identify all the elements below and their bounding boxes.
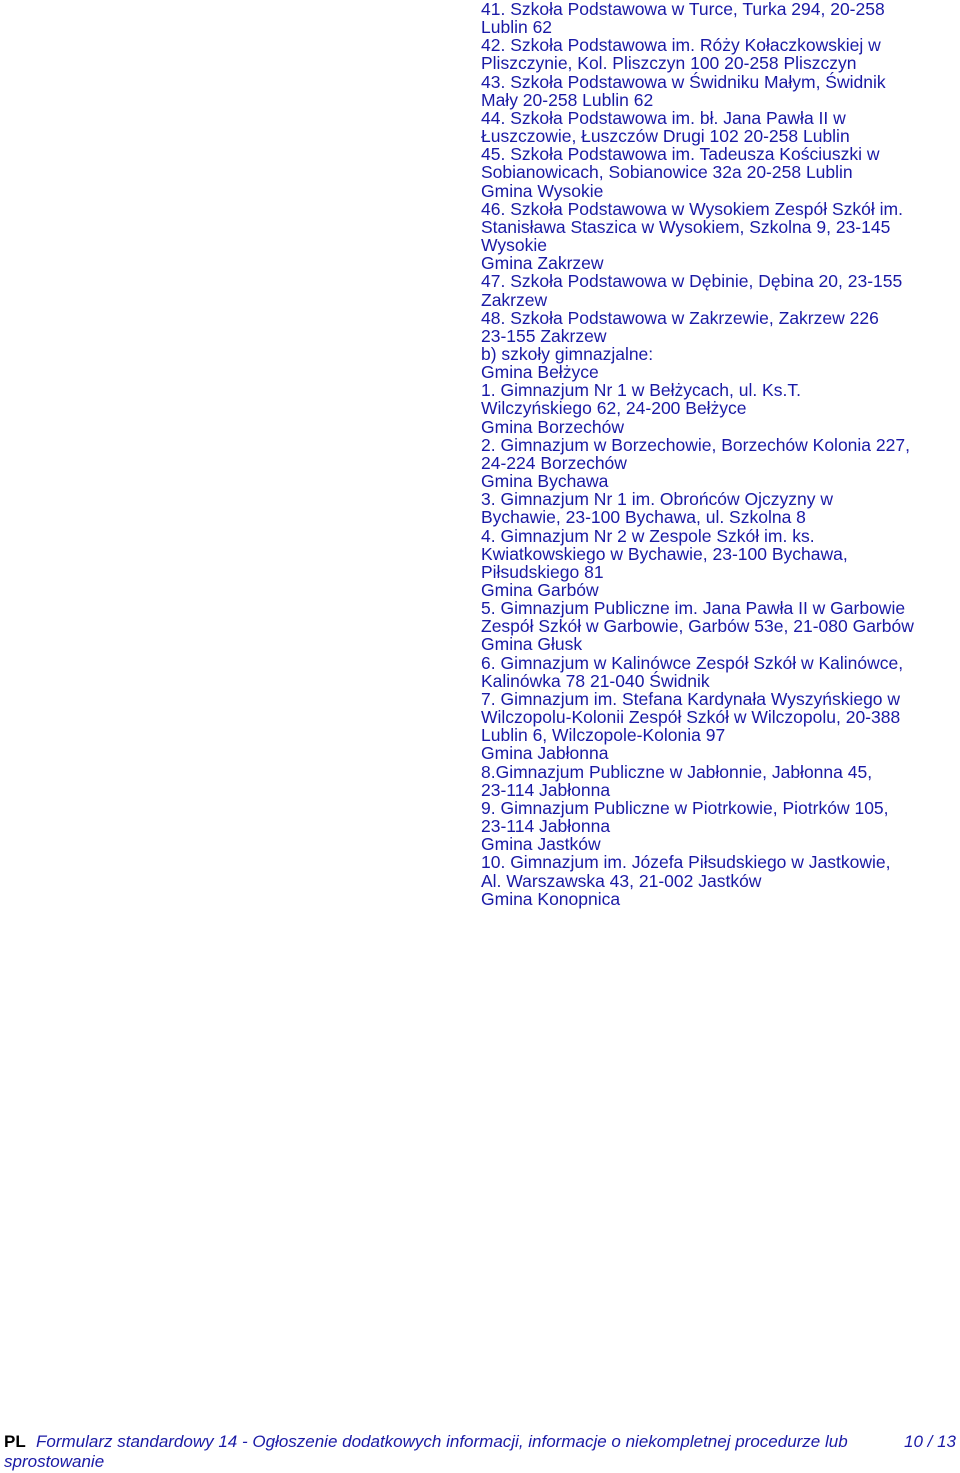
text-line: Gmina Bełżyce [481, 362, 599, 383]
form-title: Formularz standardowy 14 - Ogłoszenie dodatkowych informacji, informacje o niekompletnej procedurze lub [36, 1432, 848, 1451]
text-line: Gmina Zakrzew [481, 253, 604, 274]
text-line: Wilczyńskiego 62, 24-200 Bełżyce [481, 398, 747, 419]
text-line: 1. Gimnazjum Nr 1 w Bełżycach, ul. Ks.T. [481, 380, 801, 401]
text-line: Wilczopolu-Kolonii Zespół Szkół w Wilczopolu, 20-388 [481, 707, 901, 728]
text-line: Lublin 62 [481, 17, 553, 38]
text-line: Gmina Jabłonna [481, 743, 609, 764]
text-line: b) szkoły gimnazjalne: [481, 343, 654, 364]
text-line: 2. Gimnazjum w Borzechowie, Borzechów Kolonia 227, [481, 434, 910, 455]
text-line: Gmina Jastków [481, 834, 601, 855]
text-line: Gmina Konopnica [481, 888, 621, 909]
text-line: 44. Szkoła Podstawowa im. bł. Jana Pawła II w [481, 107, 846, 128]
text-line: Kwiatkowskiego w Bychawie, 23-100 Bychawa, [481, 543, 848, 564]
document-body [481, 0, 957, 908]
page-number: 10 / 13 [904, 1432, 956, 1451]
text-line: 41. Szkoła Podstawowa w Turce, Turka 294, 20-258 [481, 0, 885, 19]
text-line: 9. Gimnazjum Publiczne w Piotrkowie, Piotrków 105, [481, 797, 889, 818]
text-line: 45. Szkoła Podstawowa im. Tadeusza Kościuszki w [481, 144, 880, 165]
text-line: Bychawie, 23-100 Bychawa, ul. Szkolna 8 [481, 507, 806, 528]
text-line: 5. Gimnazjum Publiczne im. Jana Pawła II w Garbowie [481, 598, 906, 619]
text-line: 6. Gimnazjum w Kalinówce Zespół Szkół w Kalinówce, [481, 652, 904, 673]
text-line: Pliszczynie, Kol. Pliszczyn 100 20-258 Pliszczyn [481, 53, 857, 74]
text-line: 42. Szkoła Podstawowa im. Róży Kołaczkowskiej w [481, 35, 881, 56]
text-line: Kalinówka 78 21-040 Świdnik [481, 670, 710, 691]
text-line: Stanisława Staszica w Wysokiem, Szkolna 9, 23-145 [481, 216, 891, 237]
text-line: 23-114 Jabłonna [481, 779, 611, 800]
form-title-continued: sprostowanie [4, 1452, 105, 1471]
text-line: 8.Gimnazjum Publiczne w Jabłonnie, Jabłonna 45, [481, 761, 873, 782]
text-line: 43. Szkoła Podstawowa w Świdniku Małym, Świdnik [481, 71, 886, 92]
text-line: 3. Gimnazjum Nr 1 im. Obrońców Ojczyzny w [481, 489, 834, 510]
text-line: Gmina Wysokie [481, 180, 604, 201]
text-line: 4. Gimnazjum Nr 2 w Zespole Szkół im. ks. [481, 525, 815, 546]
text-line: Gmina Głusk [481, 634, 583, 655]
text-line: 48. Szkoła Podstawowa w Zakrzewie, Zakrzew 226 [481, 307, 879, 328]
text-line: 23-114 Jabłonna [481, 816, 611, 837]
text-line: Gmina Bychawa [481, 471, 609, 492]
text-line: 47. Szkoła Podstawowa w Dębinie, Dębina 20, 23-155 [481, 271, 903, 292]
language-code: PL [4, 1432, 26, 1451]
text-line: Gmina Borzechów [481, 416, 624, 437]
text-line: 46. Szkoła Podstawowa w Wysokiem Zespół Szkół im. [481, 198, 903, 219]
text-line: Mały 20-258 Lublin 62 [481, 89, 654, 110]
text-line: 23-155 Zakrzew [481, 325, 607, 346]
page-footer [4, 1432, 956, 1472]
text-line: Łuszczowie, Łuszczów Drugi 102 20-258 Lublin [481, 126, 850, 147]
text-line: 7. Gimnazjum im. Stefana Kardynała Wyszyńskiego w [481, 688, 901, 709]
text-line: Zakrzew [481, 289, 548, 310]
text-line: Piłsudskiego 81 [481, 561, 604, 582]
text-line: 24-224 Borzechów [481, 452, 627, 473]
text-line: Al. Warszawska 43, 21-002 Jastków [481, 870, 762, 891]
text-line: Gmina Garbów [481, 580, 599, 600]
text-line: Lublin 6, Wilczopole-Kolonia 97 [481, 725, 726, 746]
text-line: Wysokie [481, 235, 547, 256]
text-line: 10. Gimnazjum im. Józefa Piłsudskiego w Jastkowie, [481, 852, 891, 873]
text-line: Sobianowicach, Sobianowice 32a 20-258 Lublin [481, 162, 853, 183]
text-line: Zespół Szkół w Garbowie, Garbów 53e, 21-080 Garbów [481, 616, 914, 637]
